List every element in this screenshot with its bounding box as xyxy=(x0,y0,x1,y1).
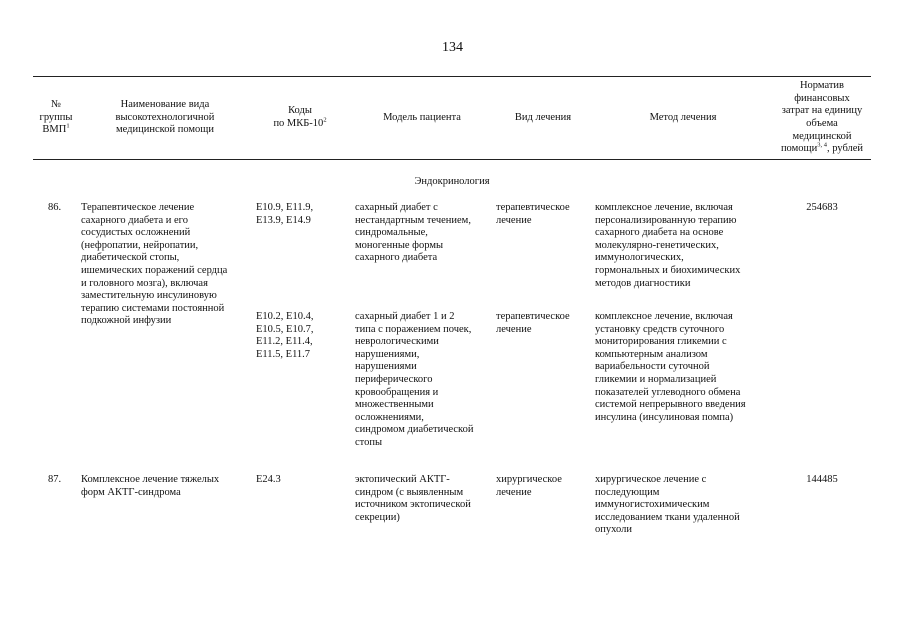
row-87-codes: E24.3 xyxy=(256,474,281,485)
header-col-treatment-type: Вид лечения xyxy=(514,111,572,123)
row-86-type-1: терапевтическое лечение xyxy=(496,202,570,226)
header-col-number: № группы ВМП$^1$ xyxy=(39,99,73,136)
row-86-method-1: комплексное лечение, включая персонализированную терапию сахарного диабета на основе молекулярно-генетических, иммунологических, гормональных и биохимических методов диагностики xyxy=(595,202,741,289)
row-87-number: 87. xyxy=(48,474,62,485)
row-86-type-2: терапевтическое лечение xyxy=(496,311,570,335)
row-86-name: Терапевтическое лечение сахарного диабета и его сосудистых осложнений (нефропатии, нейропатии, диабетической стопы, ишемических поражений сердца и головного мозга), включая заместительную инсулиновую терапию системами постоянной подкожной инфузии xyxy=(81,202,228,327)
page-number: 134 xyxy=(442,40,463,55)
table-header-rule xyxy=(33,159,871,160)
row-86-number: 86. xyxy=(48,202,62,213)
row-86-model-2: сахарный диабет 1 и 2 типа с поражением почек, неврологическими нарушениями, нарушениями периферического кровообращения и множественными осложнениями, синдромом диабетической стопы xyxy=(355,311,474,448)
row-86-codes-1: E10.9, E11.9, E13.9, E14.9 xyxy=(256,202,314,226)
row-87-type: хирургическое лечение xyxy=(496,474,562,498)
row-87-name: Комплексное лечение тяжелых форм АКТГ-синдрома xyxy=(81,474,220,498)
table-top-rule xyxy=(33,76,871,77)
header-col-norm: Норматив финансовых затрат на единицу объема медицинской помощи$^{3, 4}$, рублей xyxy=(780,80,864,155)
row-86-model-1: сахарный диабет с нестандартным течением, синдромальные, моногенные формы сахарного диабета xyxy=(355,202,471,264)
header-col-method: Метод лечения xyxy=(649,111,717,123)
header-col-model: Модель пациента xyxy=(383,111,461,123)
row-86-norm: 254683 xyxy=(806,202,838,213)
row-87-norm: 144485 xyxy=(806,474,838,485)
header-col-name: Наименование вида высокотехнологичной медицинской помощи xyxy=(115,99,215,136)
row-87-method: хирургическое лечение с последующим иммуногистохимическим исследованием ткани удаленной опухоли xyxy=(595,474,740,536)
section-title: Эндокринология xyxy=(414,176,490,187)
row-87-model: эктопический АКТГ- синдром (с выявленным источником эктопической секреции) xyxy=(355,474,471,523)
row-86-method-2: комплексное лечение, включая установку средств суточного мониторирования гликемии с компьютерным анализом вариабельности суточной гликемии и нормализацией показателей углеводного обмена системой непрерывного введения инсулина (инсулиновая помпа) xyxy=(595,311,746,423)
row-86-codes-2: E10.2, E10.4, E10.5, E10.7, E11.2, E11.4, E11.5, E11.7 xyxy=(256,311,314,360)
header-col-codes: Коды по МКБ-$10^2$ xyxy=(273,105,327,129)
